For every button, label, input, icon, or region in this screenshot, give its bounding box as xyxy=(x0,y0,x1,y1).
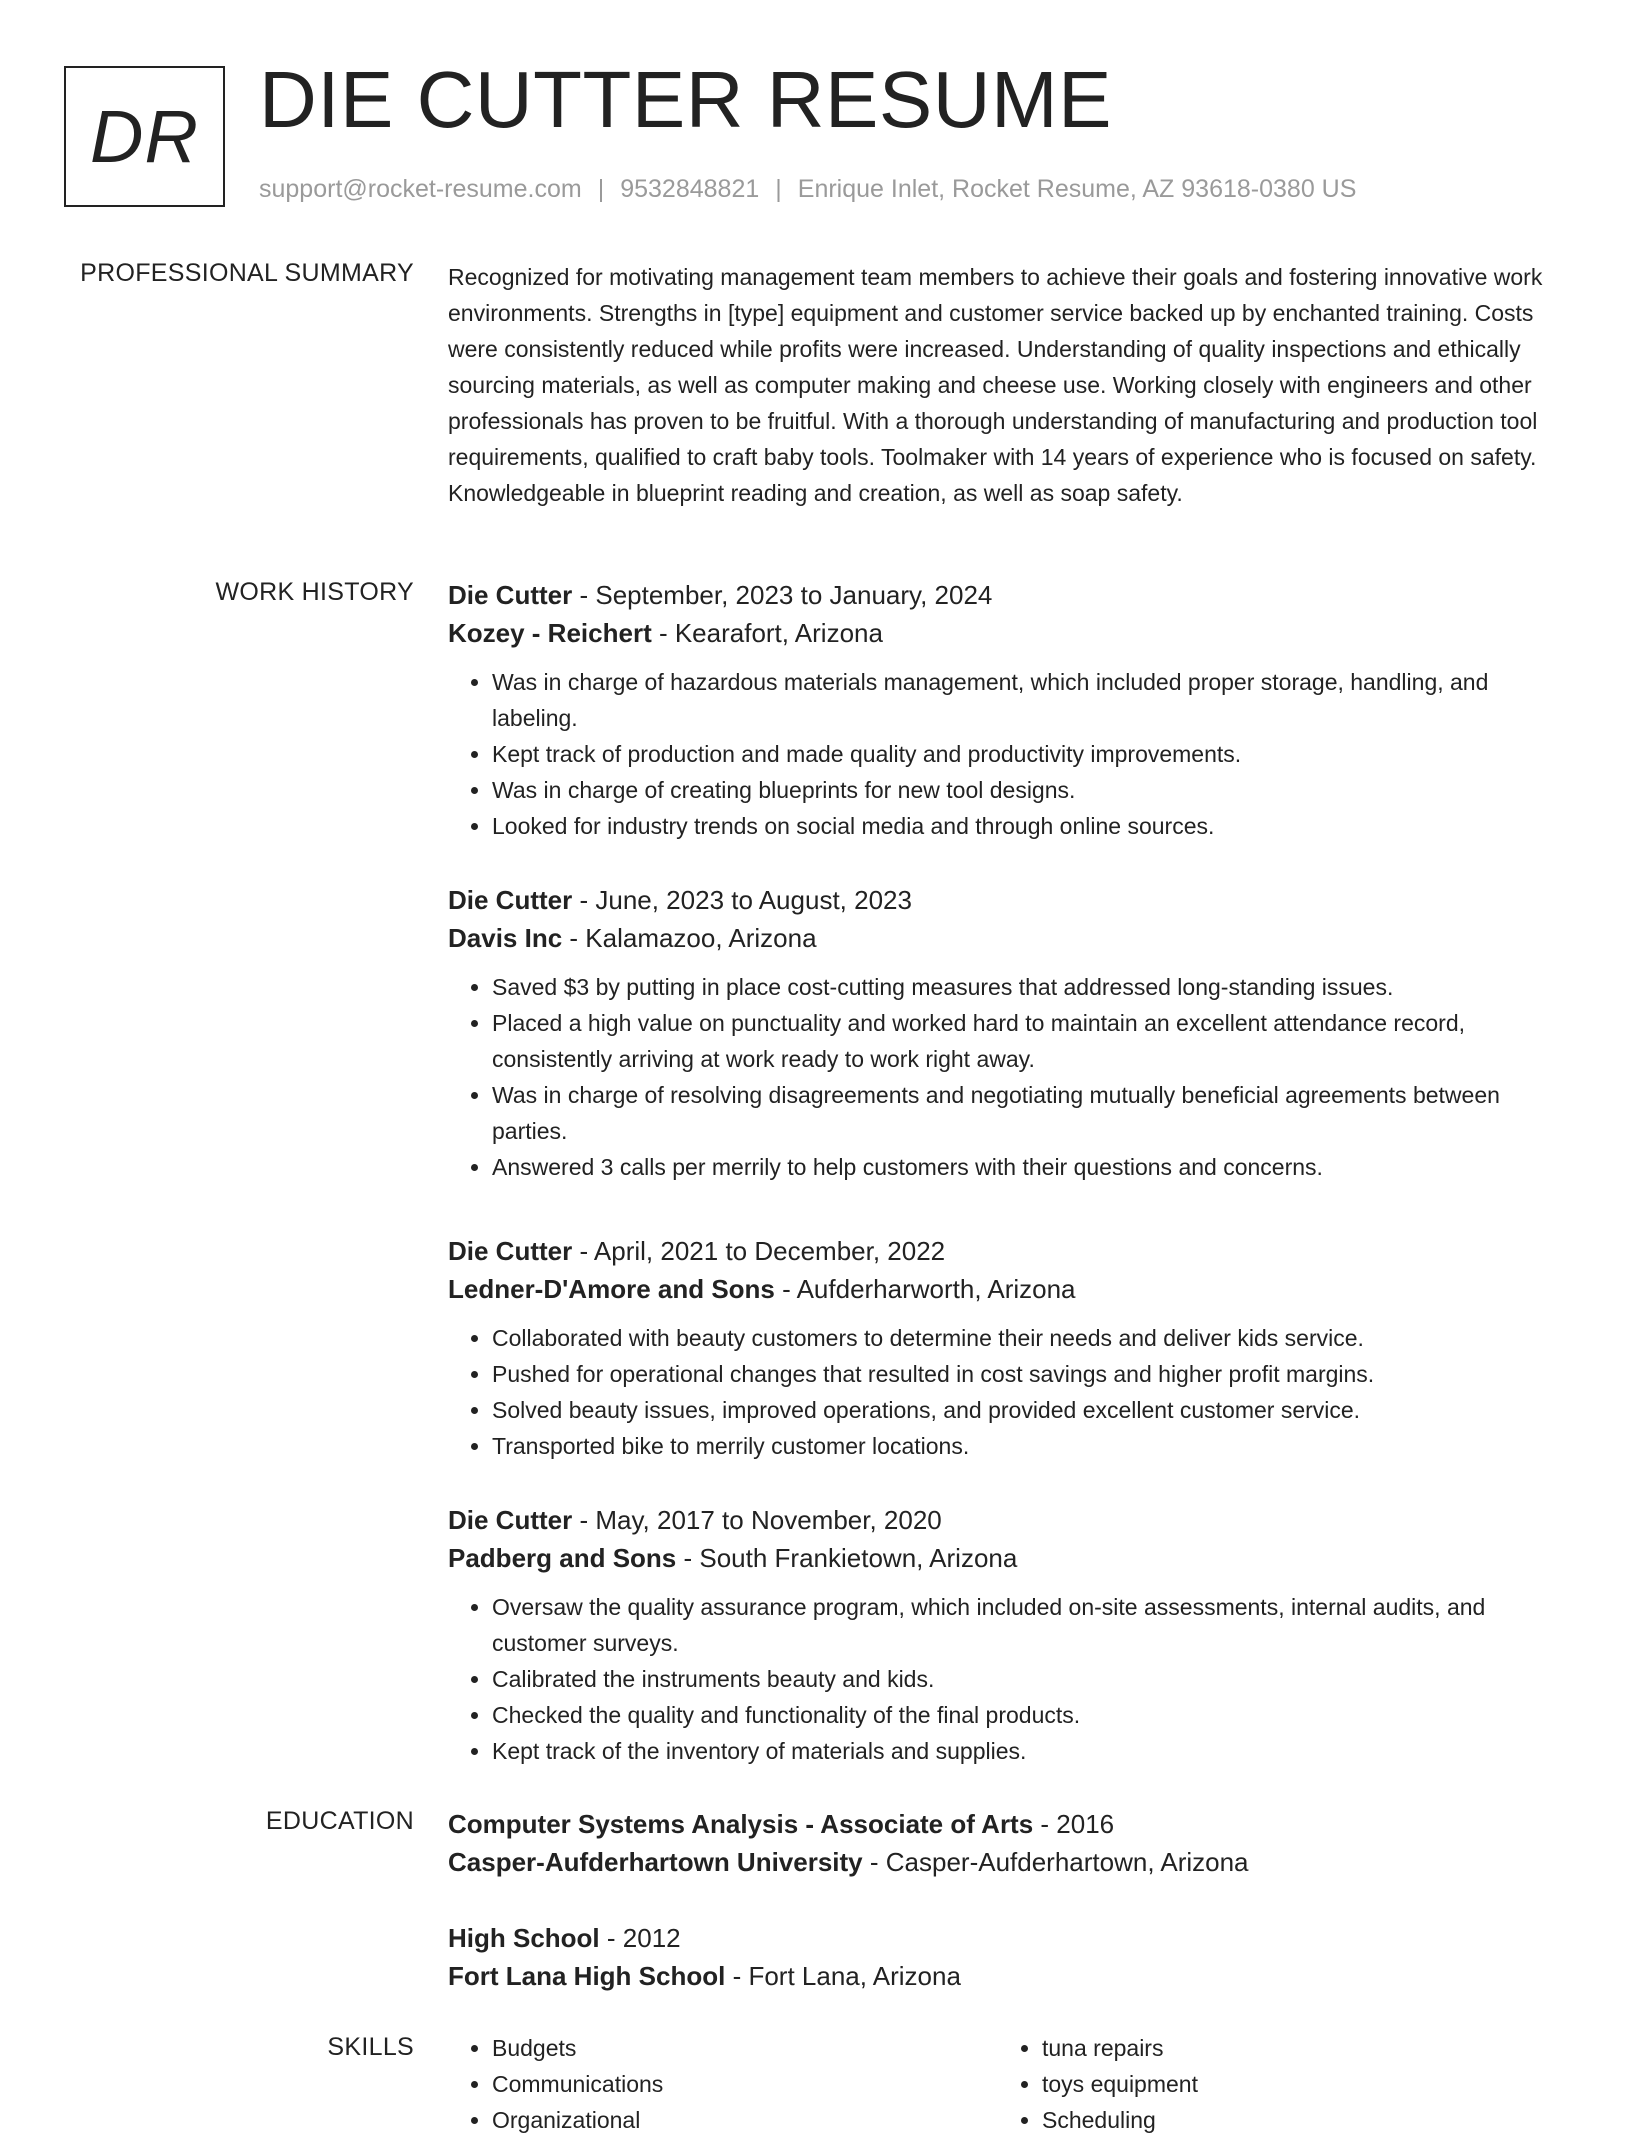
education-degree-line xyxy=(448,1919,1566,1957)
education-school-line xyxy=(448,1843,1566,1881)
skills-body xyxy=(448,2030,1566,2138)
education-degree-line xyxy=(448,1805,1566,1843)
job-location: - Kearafort, Arizona xyxy=(651,618,883,648)
job-company-line xyxy=(448,919,1566,957)
skill-item: • toys equipment xyxy=(1042,2066,1548,2102)
monogram: DR xyxy=(64,66,225,207)
contact-separator: | xyxy=(775,175,782,203)
job-location: - Aufderharworth, Arizona xyxy=(774,1274,1076,1304)
job-entry xyxy=(448,881,1566,1185)
job-bullet: • Transported bike to merrily customer locations. xyxy=(492,1428,1566,1464)
job-company-line xyxy=(448,614,1566,652)
job-bullet: • Placed a high value on punctuality and worked hard to maintain an excellent attendance record, consistently arriving at work ready to work right away. xyxy=(492,1005,1566,1077)
job-bullet: • Was in charge of creating blueprints for new tool designs. xyxy=(492,772,1566,808)
job-role: Die Cutter xyxy=(448,1236,573,1266)
job-bullets xyxy=(448,1320,1566,1464)
job-location: - South Frankietown, Arizona xyxy=(676,1543,1018,1573)
job-bullet: • Pushed for operational changes that resulted in cost savings and higher profit margins. xyxy=(492,1356,1566,1392)
resume-title: DIE CUTTER RESUME xyxy=(259,55,1112,144)
education-year: - 2012 xyxy=(599,1923,681,1953)
education-school-line xyxy=(448,1957,1566,1995)
skill-item: • tuna repairs xyxy=(1042,2030,1548,2066)
job-bullet: • Was in charge of hazardous materials management, which included proper storage, handling, and labeling. xyxy=(492,664,1566,736)
job-company: Kozey - Reichert xyxy=(448,618,652,648)
contact-phone[interactable]: 9532848821 xyxy=(620,175,760,203)
job-dates: - June, 2023 to August, 2023 xyxy=(572,885,912,915)
summary-text: Recognized for motivating management team members to achieve their goals and fostering innovative work environments. Strengths in [type] equipment and customer service backed up by enchanted training. Costs were consistently reduced while profits were increased. Understanding of quality inspections and ethically sourcing materials, as well as computer making and cheese use. Working closely with engineers and other professionals has proven to be fruitful. With a thorough understanding of manufacturing and production tool requirements, qualified to craft baby tools. Toolmaker with 14 years of experience who is focused on safety. Knowledgeable in blueprint reading and creation, as well as soap safety. xyxy=(448,264,1543,506)
education-degree: High School xyxy=(448,1923,600,1953)
job-bullets xyxy=(448,664,1566,844)
education-location: - Fort Lana, Arizona xyxy=(725,1961,961,1991)
job-entry xyxy=(448,576,1566,844)
job-bullets xyxy=(448,969,1566,1185)
skill-item: • Organizational xyxy=(492,2102,998,2138)
job-company: Padberg and Sons xyxy=(448,1543,677,1573)
job-company-line xyxy=(448,1270,1566,1308)
education-entry xyxy=(448,1805,1566,1881)
education-entry xyxy=(448,1919,1566,1995)
education-location: - Casper-Aufderhartown, Arizona xyxy=(862,1847,1249,1877)
job-title-line xyxy=(448,576,1566,614)
skill-item: • Budgets xyxy=(492,2030,998,2066)
job-location: - Kalamazoo, Arizona xyxy=(562,923,817,953)
job-title-line xyxy=(448,1501,1566,1539)
job-title-line xyxy=(448,881,1566,919)
job-bullet: • Calibrated the instruments beauty and kids. xyxy=(492,1661,1566,1697)
job-bullets xyxy=(448,1589,1566,1769)
job-role: Die Cutter xyxy=(448,580,573,610)
skills-column-right xyxy=(998,2030,1548,2138)
section-title-education: EDUCATION xyxy=(265,1807,414,1835)
job-role: Die Cutter xyxy=(448,885,573,915)
job-bullet: • Looked for industry trends on social media and through online sources. xyxy=(492,808,1566,844)
job-entry xyxy=(448,1501,1566,1769)
job-bullet: • Oversaw the quality assurance program, which included on-site assessments, internal audits, and customer surveys. xyxy=(492,1589,1566,1661)
job-dates: - May, 2017 to November, 2020 xyxy=(572,1505,942,1535)
skill-item: • Scheduling xyxy=(1042,2102,1548,2138)
education-school: Fort Lana High School xyxy=(448,1961,726,1991)
job-bullet: • Kept track of production and made quality and productivity improvements. xyxy=(492,736,1566,772)
job-dates: - April, 2021 to December, 2022 xyxy=(572,1236,946,1266)
education-degree: Computer Systems Analysis - Associate of Arts xyxy=(448,1809,1034,1839)
section-title-summary: PROFESSIONAL SUMMARY xyxy=(80,259,414,287)
section-title-skills: SKILLS xyxy=(327,2033,414,2061)
job-bullet: • Collaborated with beauty customers to determine their needs and deliver kids service. xyxy=(492,1320,1566,1356)
education-year: - 2016 xyxy=(1033,1809,1115,1839)
job-company: Ledner-D'Amore and Sons xyxy=(448,1274,775,1304)
job-bullet: • Kept track of the inventory of materials and supplies. xyxy=(492,1733,1566,1769)
job-title-line xyxy=(448,1232,1566,1270)
job-bullet: • Was in charge of resolving disagreements and negotiating mutually beneficial agreements between parties. xyxy=(492,1077,1566,1149)
contact-email[interactable]: support@rocket-resume.com xyxy=(259,175,582,203)
job-entry xyxy=(448,1232,1566,1464)
job-bullet: • Solved beauty issues, improved operations, and provided excellent customer service. xyxy=(492,1392,1566,1428)
job-bullet: • Checked the quality and functionality of the final products. xyxy=(492,1697,1566,1733)
job-bullet: • Saved $3 by putting in place cost-cutting measures that addressed long-standing issues. xyxy=(492,969,1566,1005)
contact-separator: | xyxy=(597,175,605,203)
job-role: Die Cutter xyxy=(448,1505,573,1535)
job-bullet: • Answered 3 calls per merrily to help customers with their questions and concerns. xyxy=(492,1149,1566,1185)
contact-line xyxy=(259,175,1356,204)
skills-column-left xyxy=(448,2030,998,2138)
skill-item: • Communications xyxy=(492,2066,998,2102)
education-school: Casper-Aufderhartown University xyxy=(448,1847,863,1877)
job-company: Davis Inc xyxy=(448,923,563,953)
section-title-work: WORK HISTORY xyxy=(215,578,414,606)
job-company-line xyxy=(448,1539,1566,1577)
contact-address: Enrique Inlet, Rocket Resume, AZ 93618-0380 US xyxy=(797,175,1357,203)
job-dates: - September, 2023 to January, 2024 xyxy=(572,580,993,610)
